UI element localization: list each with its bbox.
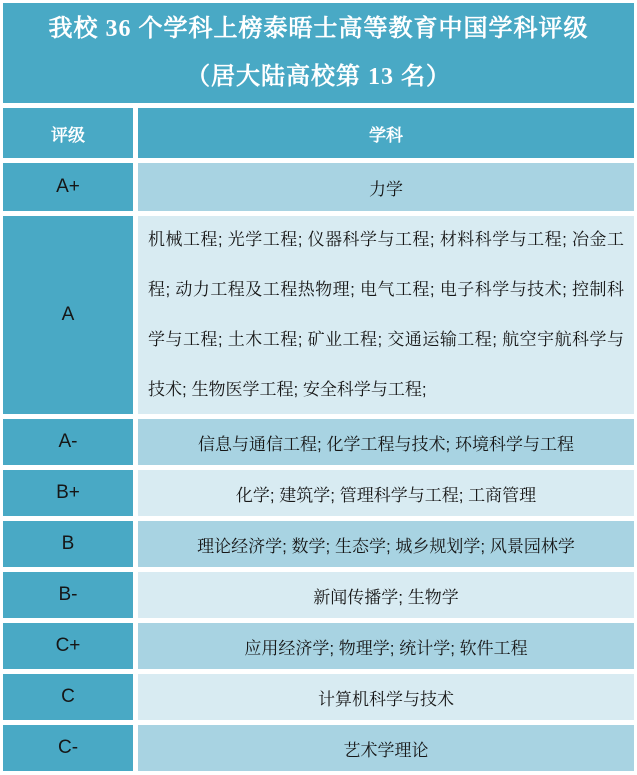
rating-cell-b-plus: B+ [3,470,133,516]
rating-column-header: 评级 [3,108,133,158]
subject-cell-a: 机械工程; 光学工程; 仪器科学与工程; 材料科学与工程; 冶金工程; 动力工程及工程热物理; 电气工程; 电子科学与技术; 控制科学与工程; 土木工程; 矿业工程; 交通运输工程; 航空宇航科学与技术; 生物医学工程; 安全科学与工程; [138,216,634,414]
subject-cell-b-minus: 新闻传播学; 生物学 [138,572,634,618]
subject-cell-a-plus: 力学 [138,163,634,211]
title-banner [3,3,634,103]
rating-cell-b: B [3,521,133,567]
rating-cell-c-minus: C- [3,725,133,771]
rating-cell-c-plus: C+ [3,623,133,669]
title-line-1: 我校 36 个学科上榜泰晤士高等教育中国学科评级 [48,16,589,42]
rating-cell-a-plus: A+ [3,163,133,211]
subject-column-header: 学科 [138,108,634,158]
rating-cell-b-minus: B- [3,572,133,618]
rating-cell-a-minus: A- [3,419,133,465]
subject-cell-b: 理论经济学; 数学; 生态学; 城乡规划学; 风景园林学 [138,521,634,567]
subject-cell-c: 计算机科学与技术 [138,674,634,720]
subject-cell-c-minus: 艺术学理论 [138,725,634,771]
title-line-2: （居大陆高校第 13 名） [186,64,451,90]
ratings-table [3,108,634,771]
subject-cell-c-plus: 应用经济学; 物理学; 统计学; 软件工程 [138,623,634,669]
rating-cell-c: C [3,674,133,720]
subject-cell-b-plus: 化学; 建筑学; 管理科学与工程; 工商管理 [138,470,634,516]
subject-cell-a-minus: 信息与通信工程; 化学工程与技术; 环境科学与工程 [138,419,634,465]
rating-cell-a: A [3,216,133,414]
